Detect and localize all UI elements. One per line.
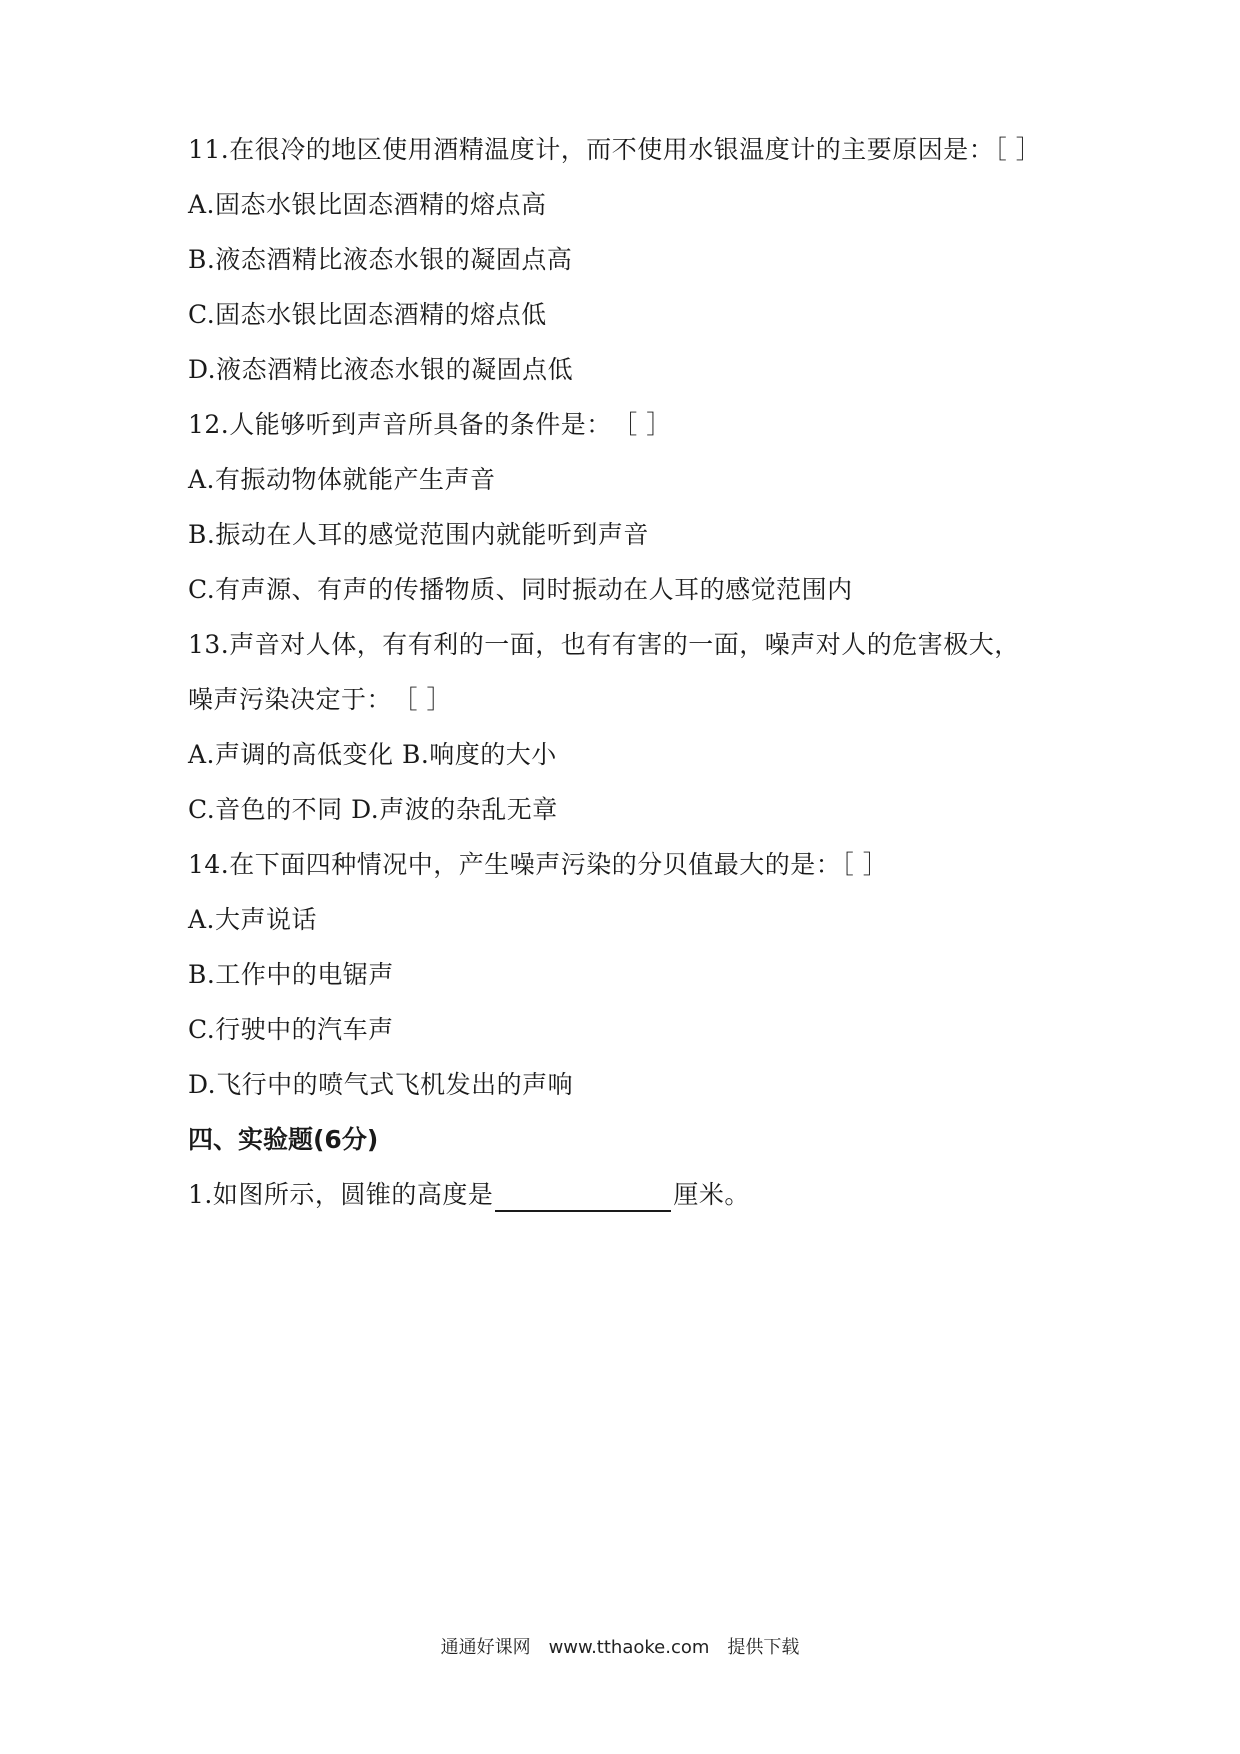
q12-option-a: A.有振动物体就能产生声音 bbox=[188, 465, 496, 494]
answer-blank[interactable] bbox=[495, 1184, 671, 1212]
q11-option-c: C.固态水银比固态酒精的熔点低 bbox=[188, 300, 547, 329]
q14-option-d: D.飞行中的喷气式飞机发出的声响 bbox=[188, 1070, 574, 1099]
q14-option-a: A.大声说话 bbox=[188, 905, 318, 934]
page-footer: 通通好课网 www.tthaoke.com 提供下载 bbox=[440, 1637, 800, 1658]
q11-option-d: D.液态酒精比液态水银的凝固点低 bbox=[188, 355, 574, 384]
experiment-q1-suffix: 厘米。 bbox=[673, 1180, 750, 1209]
q14-option-c: C.行驶中的汽车声 bbox=[188, 1015, 394, 1044]
q11-stem: 11.在很冷的地区使用酒精温度计，而不使用水银温度计的主要原因是：［ ］ bbox=[188, 135, 1042, 164]
q11-option-b: B.液态酒精比液态水银的凝固点高 bbox=[188, 245, 573, 274]
experiment-question-1 bbox=[188, 1178, 750, 1212]
q13-options-ab: A.声调的高低变化 B.响度的大小 bbox=[188, 740, 557, 769]
q12-option-c: C.有声源、有声的传播物质、同时振动在人耳的感觉范围内 bbox=[188, 575, 853, 604]
q13-stem-line2: 噪声污染决定于： ［ ］ bbox=[188, 685, 452, 714]
q14-option-b: B.工作中的电锯声 bbox=[188, 960, 394, 989]
q13-options-cd: C.音色的不同 D.声波的杂乱无章 bbox=[188, 795, 558, 824]
q11-option-a: A.固态水银比固态酒精的熔点高 bbox=[188, 190, 547, 219]
section-title: 四、实验题(6分) bbox=[188, 1125, 379, 1154]
q13-stem-line1: 13.声音对人体，有有利的一面，也有有害的一面，噪声对人的危害极大， bbox=[188, 630, 1020, 659]
q14-stem: 14.在下面四种情况中，产生噪声污染的分贝值最大的是：［ ］ bbox=[188, 850, 889, 879]
q12-option-b: B.振动在人耳的感觉范围内就能听到声音 bbox=[188, 520, 649, 549]
q12-stem: 12.人能够听到声音所具备的条件是： ［ ］ bbox=[188, 410, 672, 439]
experiment-q1-prefix: 1.如图所示，圆锥的高度是 bbox=[188, 1180, 494, 1209]
